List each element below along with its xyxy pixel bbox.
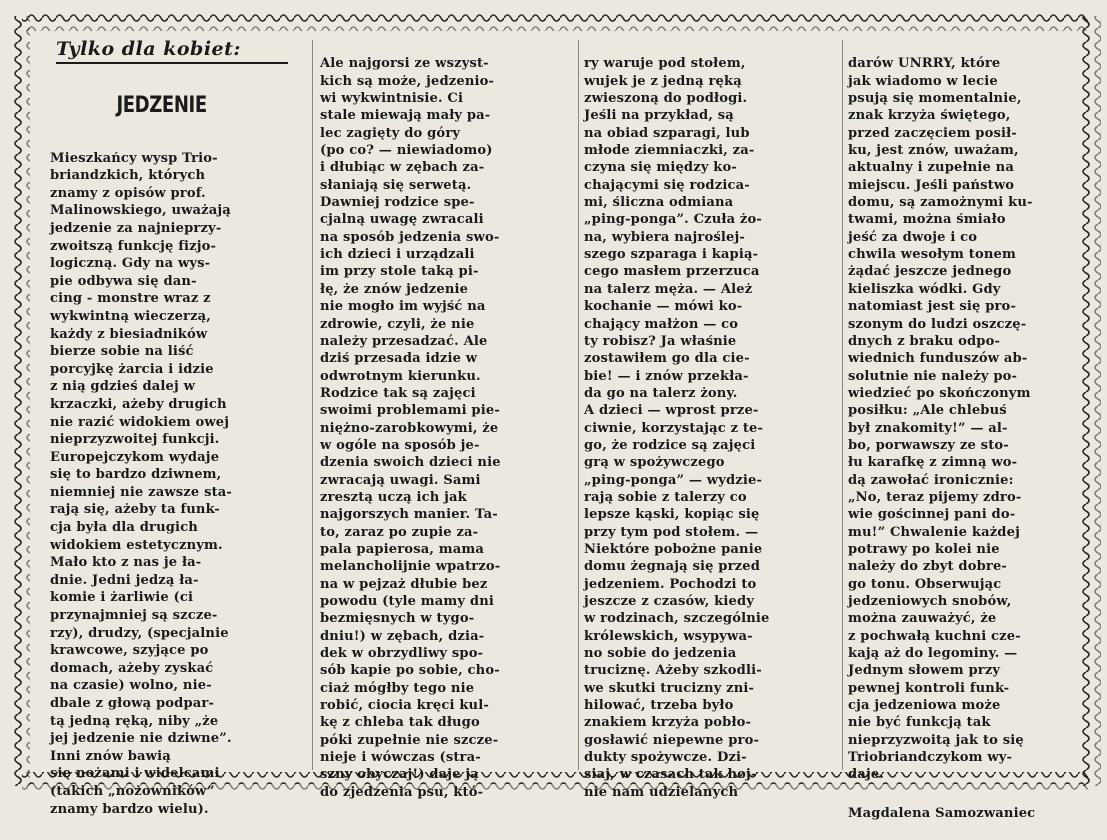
article-column-3 (584, 38, 832, 818)
section-title: Tylko dla kobiet: (56, 38, 296, 60)
article-column-1 (50, 132, 300, 836)
column-2-text: Ale najgorsi ze wszyst- kich są może, jedzenio- wi wykwintnisie. Ci stale miewają mały pa- lec zagięty do góry (po co? — niewiadomo) i dłubiąc w zębach za- słaniają się serwetą. Dawniej rodzice spe- cjalną uwagę zwracali na sposób jedzenia swo- ich dzieci i urządzali im przy stole taką pi- łę, że znów jedzenie nie mogło im wyjść na zdrowie, czyli, że nie należy przesadzać. Ale dziś przesada idzie w odwrotnym kierunku. Rodzice tak są zajęci swoimi problemami pie- niężno-zarobkowymi, że w ogóle na sposób je- dzenia swoich dzieci nie zwracają uwagi. Sami zresztą uczą ich jak najgorszych manier. Ta- to, zaraz po zupie za- pala papierosa, mama melancholijnie wpatrzo- na w pejzaż dłubie bez powodu (tyle mamy dni bezmięsnych w tygo- dniu!) w zębach, dzia- dek w obrzydliwy spo- sób kapie po sobie, cho- ciaż mógłby tego nie robić, ciocia kręci kul- kę z chleba tak długo póki zupełnie nie szcze- nieje i wówczas (stra- szny obyczaj!) daje ją do zjedzenia psu, któ- (320, 56, 501, 800)
column-1-text: Mieszkańcy wysp Trio- briandzkich, których znamy z opisów prof. Malinowskiego, uważają jedzenie za najnieprzy- zwoitszą funkcję fizjo- logiczną. Gdy na wys- pie odbywa się dan- cing - monstre wraz z wykwintną wieczerzą, każdy z biesiadników bierze sobie na liść porcyjkę żarcia i idzie z nią gdzieś dalej w krzaczki, ażeby drugich nie razić widokiem owej nieprzyzwoitej funkcji. Europejczykom wydaje się to bardzo dziwnem, niemniej nie zawsze sta- rają się, ażeby ta funk- cja była dla drugich widokiem estetycznym. Mało kto z nas je ła- dnie. Jedni jedzą ła- komie i żarliwie (ci przynajmniej są szcze- rzy), drudzy, (specjalnie krawcowe, szyjące po domach, ażeby zyskać na czasie) wolno, nie- dbale z głową podpar- tą jedną ręką, niby „że jej jedzenie nie dziwne”. Inni znów bawią się nożami i widelcami (takich „nożowników” znamy bardzo wielu). (50, 150, 233, 817)
author-byline: Magdalena Samozwaniec (848, 806, 1036, 822)
article-headline: JEDZENIE (116, 93, 207, 118)
column-divider (578, 40, 579, 770)
article-column-2 (320, 38, 568, 818)
column-4-text: darów UNRRY, które jak wiadomo w lecie psują się momentalnie, znak krzyża świętego, przed zaczęciem posił- ku, jest znów, uważam, aktualny i zupełnie na miejscu. Jeśli państwo domu, są zamożnymi ku- twami, można śmiało jeść za dwoje i co chwila wesołym tonem żądać jeszcze jednego kieliszka wódki. Gdy natomiast jest się pro- szonym do ludzi oszczę- dnych z braku odpo- wiednich funduszów ab- solutnie nie należy po- wiedzieć po skończonym posiłku: „Ale chlebuś był znakomity!” — al- bo, porwawszy ze sto- łu karafkę z zimną wo- dą zawołać ironicznie: „No, teraz pijemy zdro- wie gościnnej pani do- mu!” Chwalenie każdej potrawy po kolei nie należy do zbyt dobre- go tonu. Obserwując jedzeniowych snobów, można zauważyć, że z pochwałą kuchni cze- kają aż do legominy. — Jednym słowem przy pewnej kontroli funk- cja jedzeniowa może nie być funkcją tak nieprzyzwoitą jak to się Triobriandczykom wy- daje. (848, 56, 1033, 783)
column-3-text: ry waruje pod stołem, wujek je z jedną ręką zwieszoną do podłogi. Jeśli na przykład, są na obiad szparagi, lub młode ziemniaczki, za- czyna się między ko- chającymi się rodzica- mi, śliczna odmiana „ping-ponga”. Czuła żo- na, wybiera najroślej- szego szparaga i kapią- cego masłem przerzuca na talerz męża. — Ależ kochanie — mówi ko- chający małżon — co ty robisz? Ja właśnie zostawiłem go dla cie- bie! — i znów przekła- da go na talerz żony. A dzieci — wprost prze- ciwnie, korzystając z te- go, że rodzice są zajęci grą w spożywczego „ping-ponga” — wydzie- rają sobie z talerzy co lepsze kąski, kopiąc się przy tym pod stołem. — Niektóre pobożne panie domu żegnają się przed jedzeniem. Pochodzi to jeszcze z czasów, kiedy w rodzinach, szczególnie królewskich, wsypywa- no sobie do jedzenia truciznę. Ażeby szkodli- we skutki trucizny zni- hilować, trzeba było znakiem krzyża pobło- gosławić niepewne pro- dukty spożywcze. Dzi- siaj, w czasach tak hoj- nie nam udzielanych (584, 56, 770, 800)
article-column-4 (848, 38, 1080, 840)
column-divider (312, 40, 313, 770)
column-divider (842, 40, 843, 770)
